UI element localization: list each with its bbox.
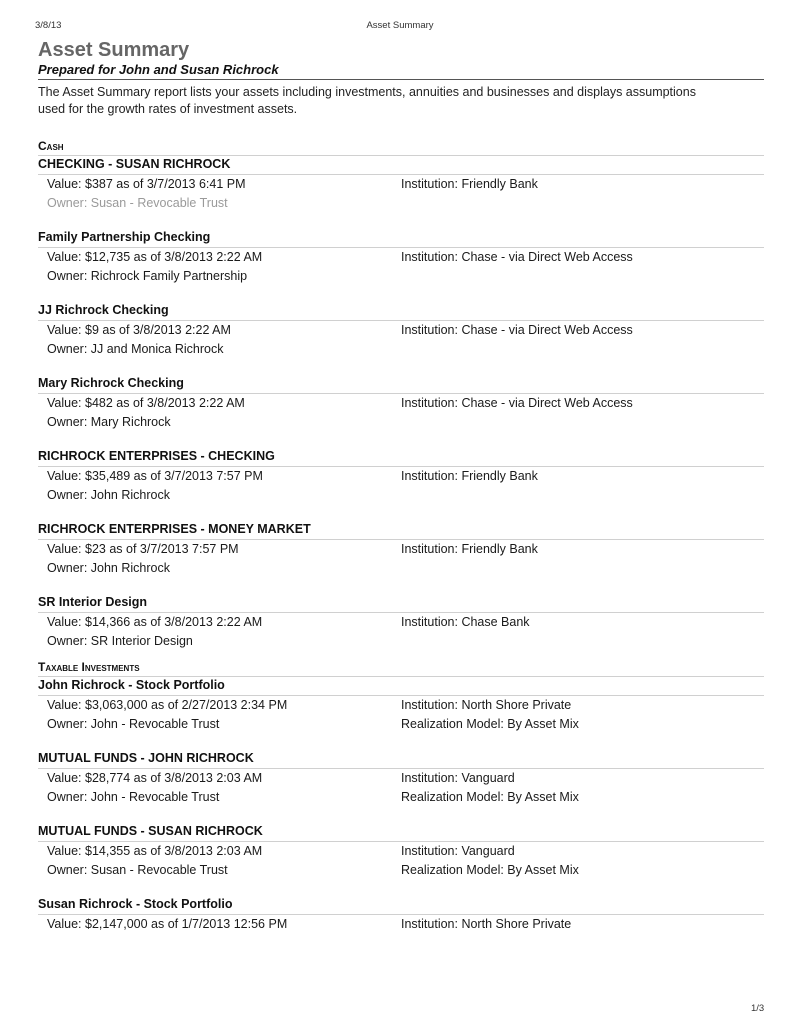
asset-row [38,861,764,880]
asset-value: Value: $387 as of 3/7/2013 6:41 PM [47,177,246,191]
asset-item [38,594,764,651]
asset-name: Susan Richrock - Stock Portfolio [38,896,764,915]
asset-institution: Institution: Vanguard [401,771,515,785]
asset-item [38,750,764,807]
asset-name: JJ Richrock Checking [38,302,764,321]
asset-row [38,696,764,715]
asset-institution: Institution: Chase Bank [401,615,530,629]
asset-row [38,613,764,632]
asset-value: Value: $482 as of 3/8/2013 2:22 AM [47,396,245,410]
asset-row [38,248,764,267]
asset-owner: Owner: Susan - Revocable Trust [47,196,228,210]
asset-item [38,302,764,359]
asset-name: MUTUAL FUNDS - SUSAN RICHROCK [38,823,764,842]
asset-name: Family Partnership Checking [38,229,764,248]
asset-row [38,467,764,486]
asset-realization-model: Realization Model: By Asset Mix [401,863,579,877]
asset-value: Value: $14,366 as of 3/8/2013 2:22 AM [47,615,263,629]
asset-item [38,677,764,734]
asset-item [38,229,764,286]
asset-value: Value: $28,774 as of 3/8/2013 2:03 AM [47,771,263,785]
asset-row [38,632,764,651]
asset-owner: Owner: Richrock Family Partnership [47,269,248,283]
report-title: Asset Summary [38,39,190,61]
page-number: 1/3 [751,1003,765,1014]
asset-owner: Owner: John - Revocable Trust [47,717,220,731]
asset-row [38,175,764,194]
asset-realization-model: Realization Model: By Asset Mix [401,790,579,804]
asset-owner: Owner: SR Interior Design [47,634,193,648]
asset-owner: Owner: Mary Richrock [47,415,171,429]
asset-row [38,413,764,432]
asset-institution: Institution: Friendly Bank [401,469,538,483]
asset-realization-model: Realization Model: By Asset Mix [401,717,579,731]
asset-institution: Institution: Vanguard [401,844,515,858]
asset-value: Value: $35,489 as of 3/7/2013 7:57 PM [47,469,263,483]
asset-row [38,559,764,578]
asset-name: Mary Richrock Checking [38,375,764,394]
asset-name: John Richrock - Stock Portfolio [38,677,764,696]
asset-institution: Institution: Chase - via Direct Web Access [401,323,633,337]
print-title: Asset Summary [366,20,434,31]
report-subtitle: Prepared for John and Susan Richrock [38,62,764,80]
asset-item [38,823,764,880]
asset-institution: Institution: North Shore Private [401,917,572,931]
asset-row [38,267,764,286]
asset-owner: Owner: JJ and Monica Richrock [47,342,224,356]
asset-name: CHECKING - SUSAN RICHROCK [38,156,764,175]
asset-item [38,896,764,934]
asset-value: Value: $14,355 as of 3/8/2013 2:03 AM [47,844,263,858]
print-date: 3/8/13 [35,20,62,31]
asset-item [38,448,764,505]
report-content [38,38,764,934]
asset-name: SR Interior Design [38,594,764,613]
asset-item [38,521,764,578]
asset-row [38,194,764,213]
asset-owner: Owner: John Richrock [47,561,170,575]
report-intro: The Asset Summary report lists your assets including investments, annuities and businesses and displays assumptions used for the growth rates of investment assets. [38,85,696,116]
asset-row [38,915,764,934]
asset-row [38,540,764,559]
asset-institution: Institution: North Shore Private [401,698,572,712]
asset-name: RICHROCK ENTERPRISES - MONEY MARKET [38,521,764,540]
asset-item [38,156,764,213]
asset-row [38,394,764,413]
asset-value: Value: $23 as of 3/7/2013 7:57 PM [47,542,239,556]
asset-institution: Institution: Friendly Bank [401,542,538,556]
asset-owner: Owner: John Richrock [47,488,170,502]
asset-owner: Owner: Susan - Revocable Trust [47,863,228,877]
asset-value: Value: $9 as of 3/8/2013 2:22 AM [47,323,231,337]
print-header [35,20,765,34]
asset-name: RICHROCK ENTERPRISES - CHECKING [38,448,764,467]
asset-institution: Institution: Friendly Bank [401,177,538,191]
asset-institution: Institution: Chase - via Direct Web Access [401,396,633,410]
asset-item [38,375,764,432]
asset-row [38,788,764,807]
asset-row [38,769,764,788]
asset-row [38,715,764,734]
asset-value: Value: $12,735 as of 3/8/2013 2:22 AM [47,250,263,264]
asset-row [38,842,764,861]
asset-row [38,486,764,505]
asset-value: Value: $2,147,000 as of 1/7/2013 12:56 PM [47,917,288,931]
section-heading-taxable-investments: Taxable Investments [38,659,764,677]
asset-institution: Institution: Chase - via Direct Web Access [401,250,633,264]
asset-row [38,321,764,340]
asset-name: MUTUAL FUNDS - JOHN RICHROCK [38,750,764,769]
section-heading-cash: Cash [38,138,764,156]
asset-row [38,340,764,359]
asset-owner: Owner: John - Revocable Trust [47,790,220,804]
asset-value: Value: $3,063,000 as of 2/27/2013 2:34 PM [47,698,288,712]
